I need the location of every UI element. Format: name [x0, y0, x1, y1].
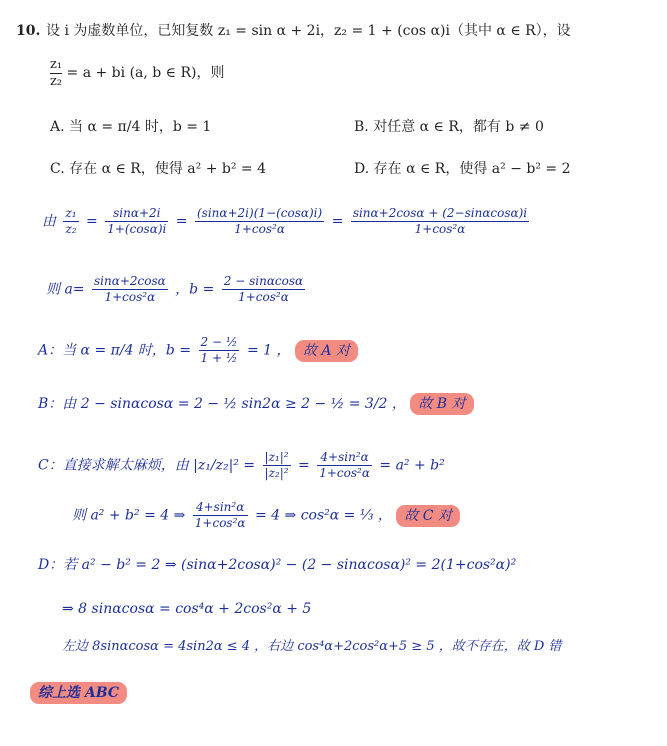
solution-line-2	[46, 274, 308, 305]
a-fraction	[92, 274, 168, 305]
line1-frac-2-num: sinα+2i	[113, 206, 161, 220]
b-fraction	[222, 274, 305, 305]
line1-frac-2	[105, 206, 168, 237]
solution-option-a	[38, 335, 358, 366]
a-fraction-num: sinα+2cosα	[93, 274, 166, 288]
lineC2-prefix: 则 a² + b² = 4 ⇒	[72, 507, 186, 524]
lineC1-fraction-2-num: 4+sin²α	[320, 450, 369, 464]
verdict-c-highlight: 故 C 对	[396, 505, 460, 527]
option-a	[50, 120, 211, 134]
problem-stem-line2	[50, 57, 225, 89]
final-answer	[30, 686, 127, 700]
lineC2-fraction-num: 4+sin²α	[195, 500, 245, 514]
final-answer-highlight: 综上选 ABC	[30, 682, 127, 704]
line1-frac-z-num: z₁	[65, 206, 77, 220]
lineB-text: B：由 2 − sinαcosα = 2 − ½ sin2α ≥ 2 − ½ = 3/2 ，	[38, 396, 406, 412]
lineC1-eq: =	[298, 457, 310, 474]
z-ratio-numerator: z₁	[50, 57, 63, 72]
solution-option-b	[38, 397, 474, 411]
line1-eq1: =	[86, 213, 98, 230]
option-d	[354, 162, 571, 176]
option-d-label: D.	[354, 161, 370, 177]
line1-prefix: 由	[42, 213, 56, 230]
b-fraction-num: 2 − sinαcosα	[223, 274, 304, 288]
solution-option-c-line2	[72, 500, 460, 531]
lineA-rest: = 1 ，	[246, 342, 291, 359]
problem-number: 10.	[16, 23, 41, 39]
line1-frac-4-num: sinα+2cosα + (2−sinαcosα)i	[352, 206, 528, 220]
line1-eq3: =	[331, 213, 344, 230]
line1-frac-3-den: 1+cos²α	[234, 222, 285, 236]
option-c-text: 存在 α ∈ R，使得 a² + b² = 4	[69, 161, 266, 177]
solution-option-c-line1	[38, 450, 445, 481]
lineC1-abs: |z₁/z₂|² =	[193, 457, 256, 474]
stem-line2-rest: = a + bi (a, b ∈ R)，则	[66, 65, 225, 82]
option-a-label: A.	[50, 119, 65, 135]
z-ratio-denominator: z₂	[50, 73, 63, 89]
line1-frac-3	[195, 206, 324, 237]
solution-option-d-line1: D：若 a² − b² = 2 ⇒ (sinα+2cosα)² − (2 − sinαcosα)² = 2(1+cos²α)²	[38, 557, 517, 573]
line2-mid: ，b =	[175, 281, 215, 298]
lineC1-fraction-1	[263, 450, 291, 481]
option-d-text: 存在 α ∈ R，使得 a² − b² = 2	[373, 161, 571, 177]
solution-option-d-line3: 左边 8sinαcosα = 4sin2α ≤ 4 ，右边 cos⁴α+2cos²α+5 ≥ 5 ，故不存在，故 D 错	[62, 639, 562, 654]
verdict-a-highlight: 故 A 对	[295, 340, 358, 362]
option-c	[50, 162, 266, 176]
solution-line-1	[42, 206, 532, 237]
line1-frac-4	[351, 206, 529, 237]
problem-stem-line1: 设 i 为虚数单位，已知复数 z₁ = sin α + 2i，z₂ = 1 + (cos α)i（其中 α ∈ R），设	[46, 23, 571, 39]
lineC1-fraction-1-num: |z₁|²	[264, 450, 289, 464]
lineC1-rest: = a² + b²	[379, 457, 445, 474]
line1-frac-3-num: (sinα+2i)(1−(cosα)i)	[196, 206, 323, 220]
a-fraction-den: 1+cos²α	[104, 290, 156, 304]
option-b-label: B.	[354, 119, 369, 135]
line1-frac-2-den: 1+(cosα)i	[107, 222, 167, 236]
b-fraction-den: 1+cos²α	[238, 290, 289, 304]
line1-eq2: =	[175, 213, 188, 230]
lineC1-fraction-2-den: 1+cos²α	[319, 466, 370, 480]
z-ratio-fraction	[50, 57, 62, 89]
lineC2-fraction-den: 1+cos²α	[194, 516, 246, 530]
line1-frac-z	[63, 206, 78, 237]
line2-prefix: 则 a=	[46, 281, 85, 298]
lineA-fraction-num: 2 − ½	[200, 335, 238, 349]
option-a-text: 当 α = π/4 时，b = 1	[69, 119, 212, 135]
lineA-prefix: A：当 α = π/4 时，b =	[38, 342, 192, 359]
option-b	[354, 120, 544, 134]
lineC1-fraction-2	[317, 450, 372, 481]
lineC2-rest: = 4 ⇒ cos²α = ⅓ ，	[254, 507, 392, 524]
line1-frac-z-den: z₂	[65, 222, 77, 236]
option-b-text: 对任意 α ∈ R，都有 b ≠ 0	[373, 119, 544, 135]
lineC1-fraction-1-den: |z₂|²	[264, 466, 289, 480]
line1-frac-4-den: 1+cos²α	[414, 222, 466, 236]
lineC1-prefix: C：直接求解太麻烦，由	[38, 457, 189, 474]
lineA-fraction-den: 1 + ½	[200, 351, 238, 365]
verdict-b-highlight: 故 B 对	[410, 393, 473, 415]
lineC2-fraction	[193, 500, 248, 531]
solution-option-d-line2: ⇒ 8 sinαcosα = cos⁴α + 2cos²α + 5	[62, 601, 312, 617]
lineA-fraction	[199, 335, 240, 366]
option-c-label: C.	[50, 161, 65, 177]
